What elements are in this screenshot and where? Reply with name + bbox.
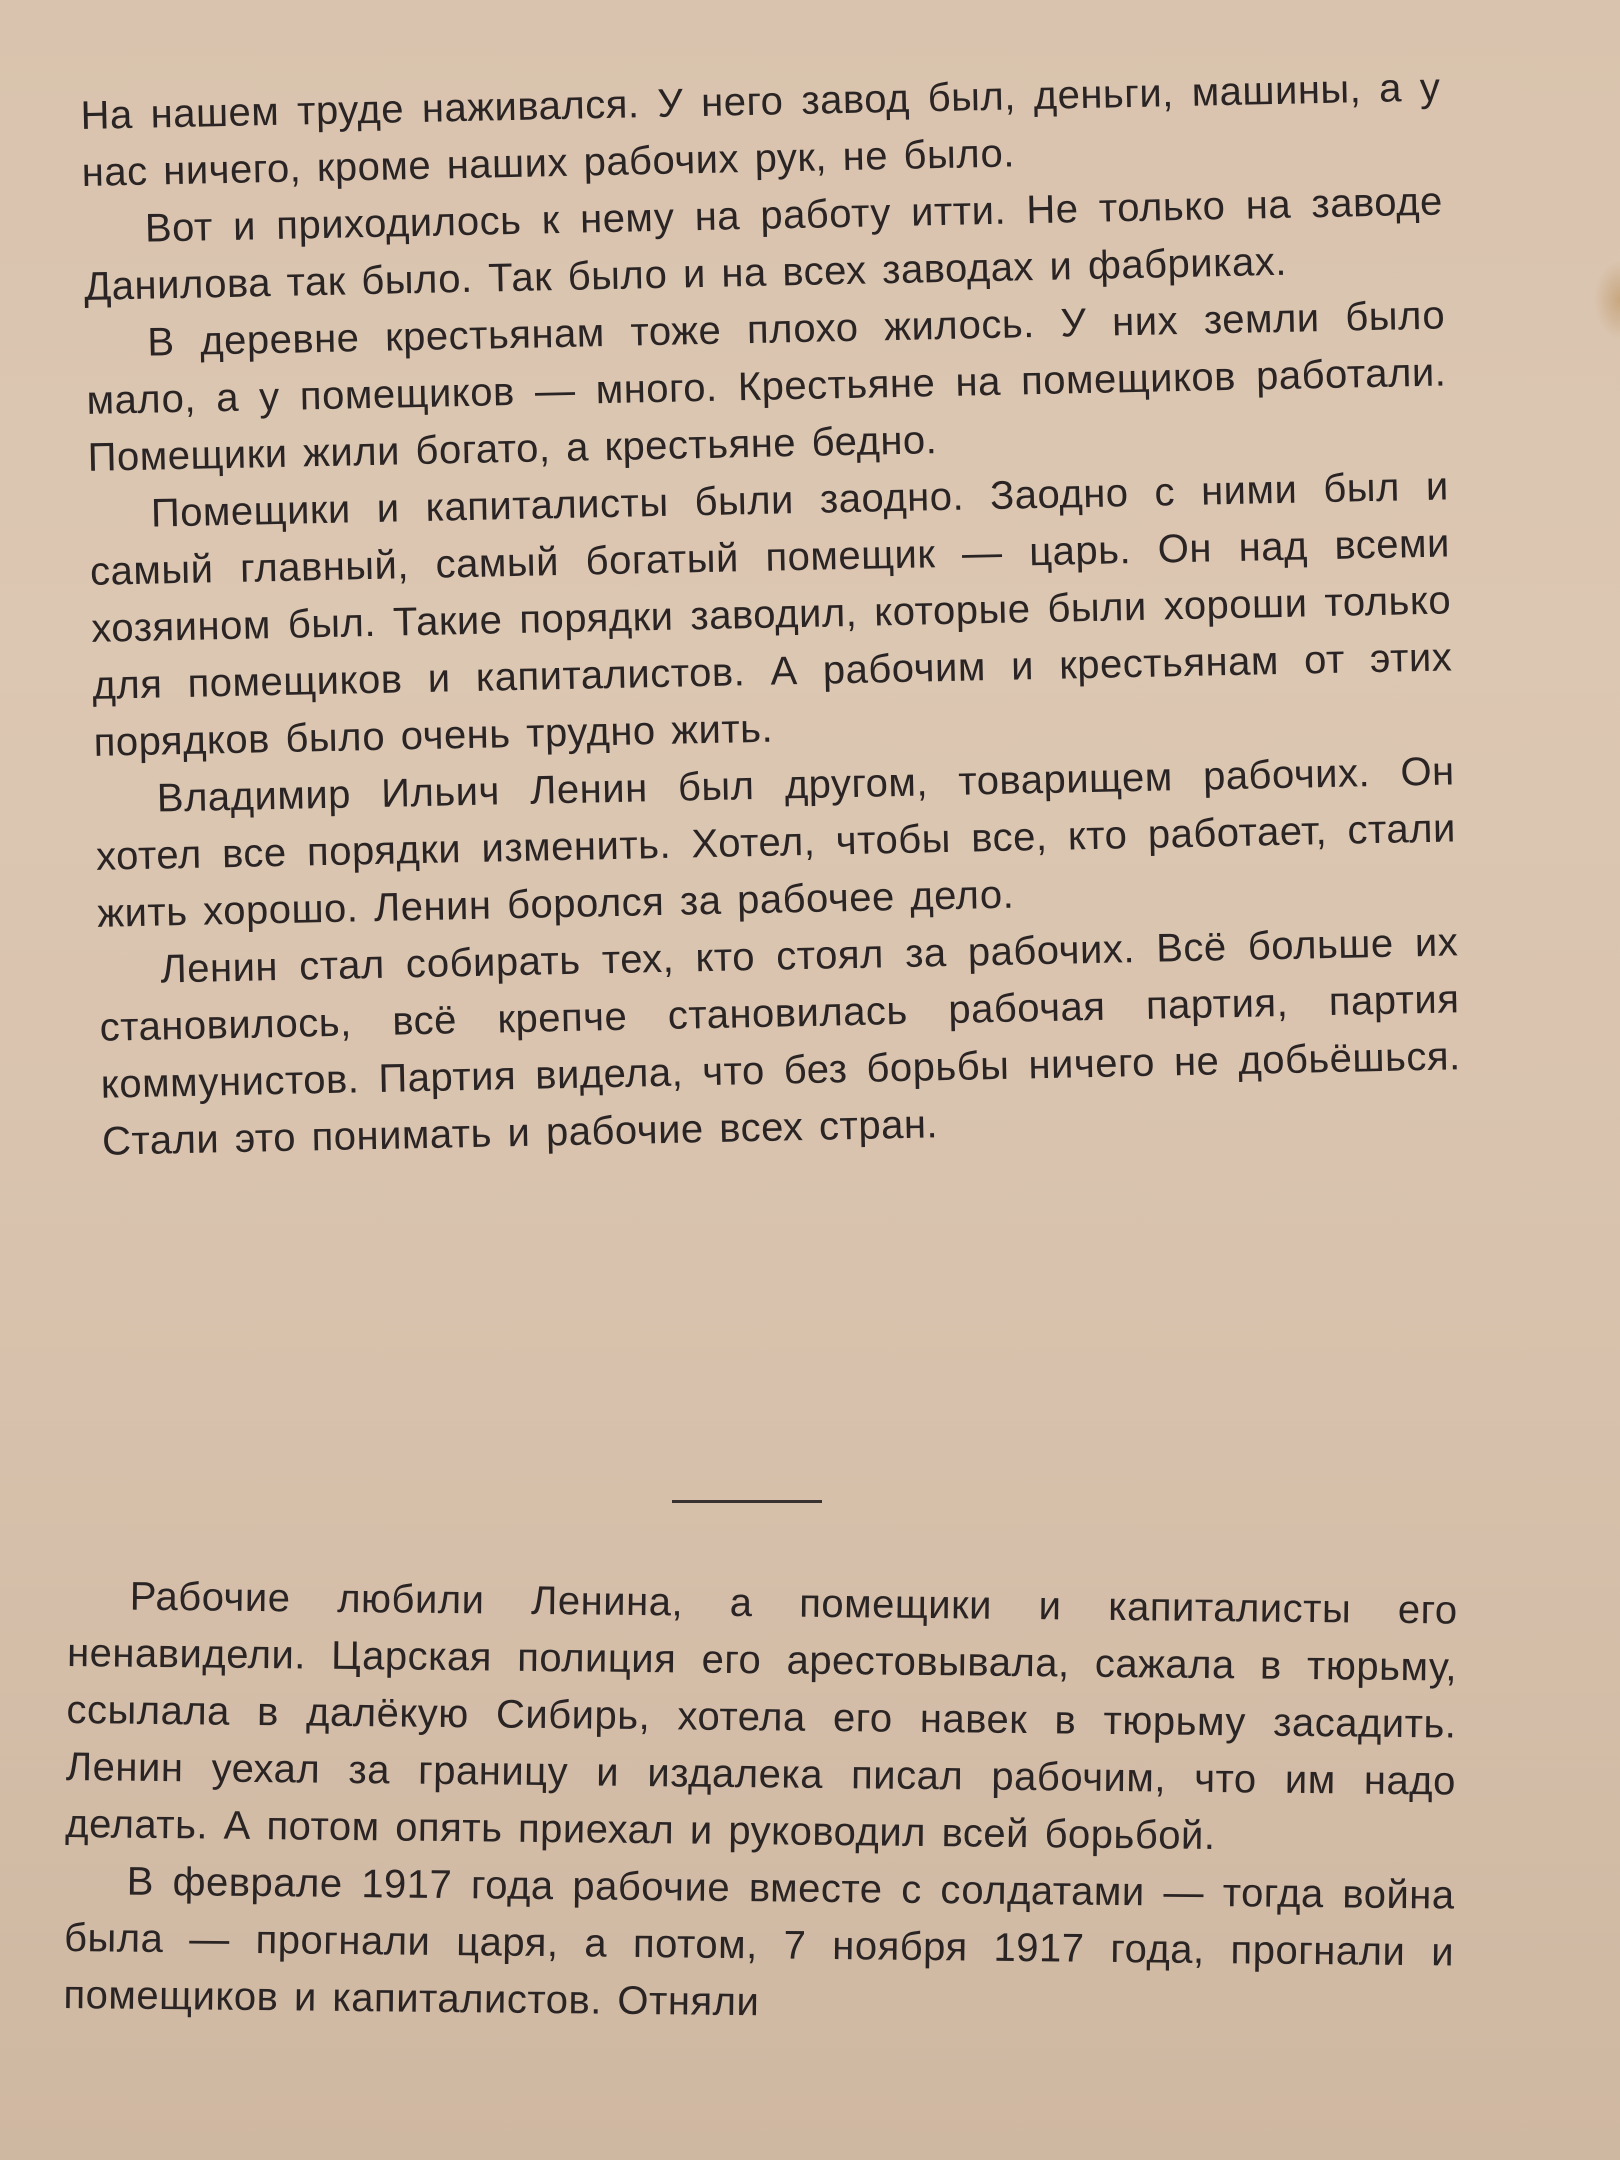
paragraph: Владимир Ильич Ленин был другом, товарищем рабочих. Он хотел все порядки изменить. Хотел, чтобы все, кто работает, стали жить хорошо. Ленин боролся за рабочее дело. <box>95 749 1457 936</box>
paragraph: Рабочие любили Ленина, а помещики и капиталисты его ненавидели. Царская полиция его арестовывала, сажала в тюрьму, ссылала в далёкую Сибирь, хотела его навек в тюрьму засадить. Ленин уехал за границу и издалека писал рабочим, что им надо делать. А потом опять приехал и руководил всей борьбой. <box>65 1574 1458 1859</box>
paragraph: Вот и приходилось к нему на работу итти. Не только на заводе Данилова так было. Так было и на всех заводах и фабриках. <box>83 179 1444 309</box>
section-divider <box>672 1500 822 1503</box>
paragraph-continued: На нашем труде наживался. У него завод был, деньги, машины, а у нас ничего, кроме наших рабочих рук, не было. <box>80 65 1441 195</box>
paragraph: Помещики и капиталисты были заодно. Заодно с ними был и самый главный, самый богатый помещик — царь. Он над всеми хозяином был. Такие порядки заводил, которые были хороши только для помещиков и капиталистов. А рабочим и крестьянам от этих порядков было очень трудно жить. <box>89 464 1453 765</box>
paragraph: В деревне крестьянам тоже плохо жилось. У них земли было мало, а у помещиков — много. Крестьяне на помещиков работали. Помещики жили богато, а крестьяне бедно. <box>86 293 1447 480</box>
text-block-top <box>80 60 1462 1171</box>
text-block-bottom <box>63 1568 1458 2039</box>
paper-stain <box>1594 260 1620 340</box>
paragraph: В феврале 1917 года рабочие вместе с солдатами — тогда война была — прогнали царя, а потом, 7 ноября 1917 года, прогнали и помещиков и капиталистов. Отняли <box>63 1859 1455 2025</box>
paragraph: Ленин стал собирать тех, кто стоял за рабочих. Всё больше их становилось, всё крепче становилась рабочая партия, партия коммунистов. Партия видела, что без борьбы ничего не добьёшься. Стали это понимать и рабочие всех стран. <box>99 920 1462 1164</box>
